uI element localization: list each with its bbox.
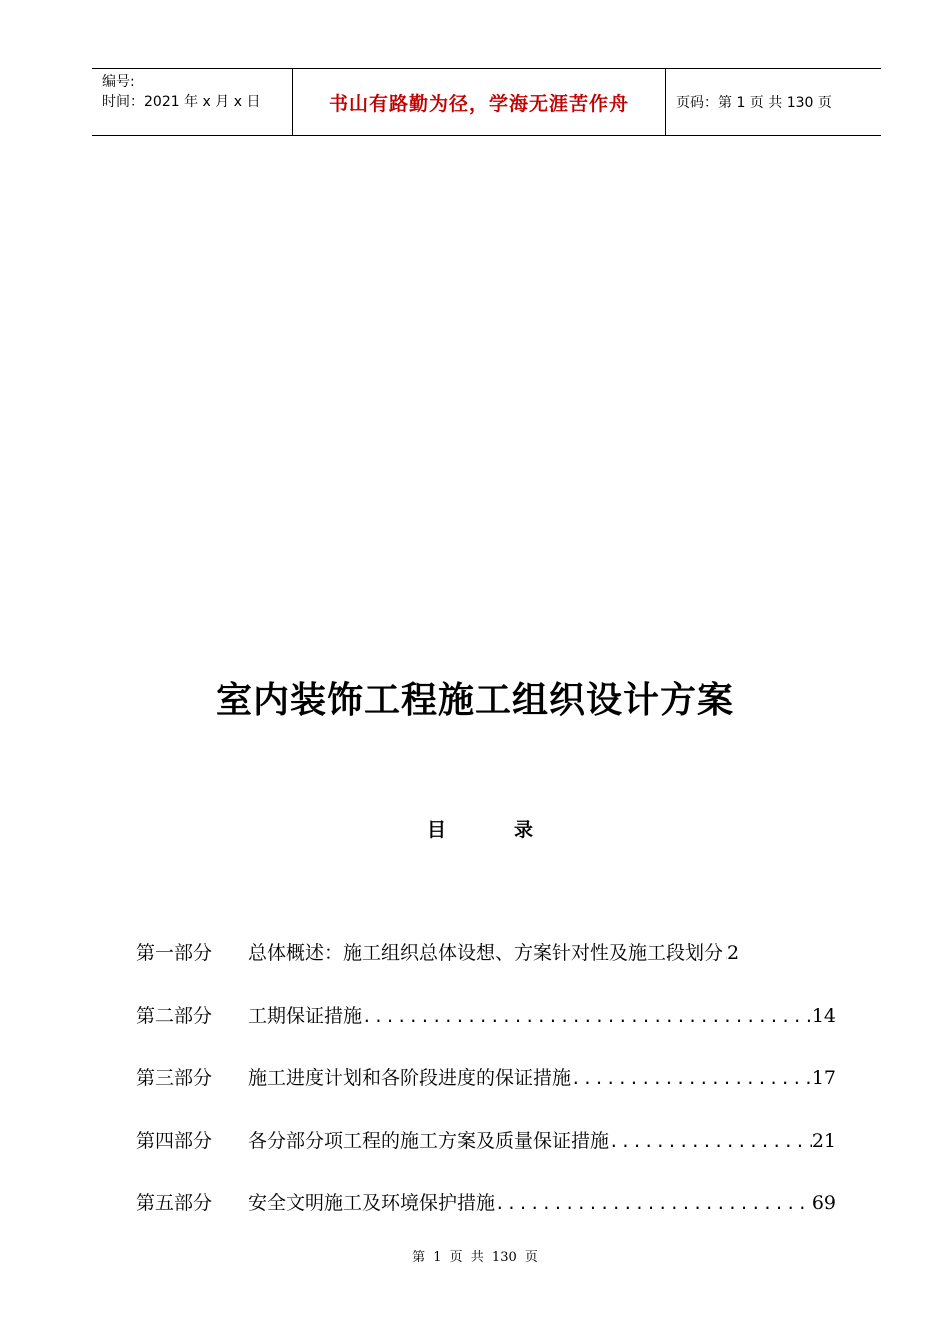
document-title: 室内装饰工程施工组织设计方案	[215, 680, 734, 721]
toc-page-number: 2	[727, 942, 740, 964]
page-footer: 第 1 页 共 130 页	[412, 1250, 538, 1265]
toc-leader-dots	[609, 1132, 812, 1151]
toc-entry-text: 安全文明施工及环境保护措施	[248, 1192, 496, 1214]
toc-leader-dots	[571, 1069, 812, 1088]
toc-heading-left: 目	[426, 819, 446, 841]
toc-part-label: 第一部分	[136, 942, 213, 964]
toc-item[interactable]	[136, 1063, 836, 1126]
toc-leader-dots	[495, 1194, 812, 1213]
toc-item[interactable]	[136, 1001, 836, 1064]
toc-heading-right: 录	[514, 819, 534, 841]
toc-part-label: 第五部分	[136, 1192, 213, 1214]
toc-heading	[0, 815, 950, 842]
toc-part-label: 第四部分	[136, 1129, 213, 1152]
header-page-label: 页码：第 1 页 共 130 页	[676, 95, 832, 111]
toc-entry-text: 总体概述：施工组织总体设想、方案针对性及施工段划分	[248, 942, 724, 964]
toc-page-number: 69	[811, 1192, 836, 1214]
toc-part-label: 第三部分	[136, 1067, 213, 1089]
toc-page-number: 14	[811, 1004, 836, 1027]
toc-item[interactable]	[136, 938, 836, 1001]
toc-entry-text: 各分部分项工程的施工方案及质量保证措施	[248, 1129, 610, 1152]
toc-part-label: 第二部分	[136, 1004, 213, 1027]
toc-leader-dots	[362, 1007, 812, 1026]
table-of-contents	[136, 938, 836, 1251]
toc-entry-text: 施工进度计划和各阶段进度的保证措施	[248, 1067, 572, 1089]
toc-entry-text: 工期保证措施	[248, 1004, 363, 1027]
toc-page-number: 17	[811, 1067, 836, 1089]
header-motto: 书山有路勤为径，学海无涯苦作舟	[293, 69, 666, 135]
page-header	[92, 68, 881, 136]
toc-page-number: 21	[811, 1129, 836, 1152]
toc-item[interactable]	[136, 1126, 836, 1189]
header-meta	[92, 69, 293, 135]
header-date-label: 时间：2021 年 x 月 x 日	[102, 94, 261, 110]
header-number-label: 编号:	[102, 74, 135, 90]
toc-item[interactable]	[136, 1188, 836, 1251]
